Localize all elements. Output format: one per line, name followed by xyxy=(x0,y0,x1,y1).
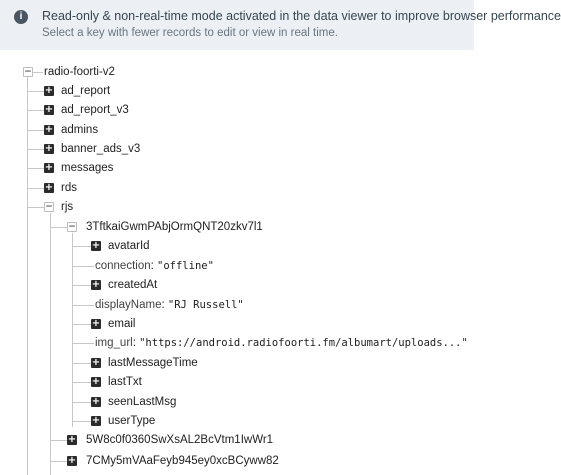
node-key: rds xyxy=(61,182,77,194)
leaf-value: "offline" xyxy=(157,260,214,272)
tree-node-ad-report-v3[interactable] xyxy=(61,101,129,119)
tree-connector xyxy=(27,168,44,169)
tree-node-lastmessagetime[interactable] xyxy=(108,354,198,372)
node-key: ad_report_v3 xyxy=(61,104,129,116)
tree-node-createdat[interactable] xyxy=(108,276,157,294)
node-key: userType xyxy=(108,415,156,427)
expand-toggle-icon[interactable]: + xyxy=(44,85,54,96)
info-icon: i xyxy=(14,10,28,24)
tree-leaf-img-url[interactable] xyxy=(95,334,468,352)
node-key: email xyxy=(108,318,136,330)
tree-node-admins[interactable] xyxy=(61,121,98,139)
key-separator: : xyxy=(150,260,158,272)
tree-node-user[interactable] xyxy=(86,452,279,470)
node-key: 3TftkaiGwmPAbjOrmQNT20zkv7l1 xyxy=(86,221,263,233)
leaf-value: "RJ Russell" xyxy=(167,299,244,311)
tree-connector xyxy=(27,130,44,131)
expand-toggle-icon[interactable]: + xyxy=(44,182,54,193)
leaf-key: displayName xyxy=(95,299,162,311)
tree-connector xyxy=(27,149,44,150)
expand-toggle-icon[interactable]: + xyxy=(44,162,54,173)
tree-connector xyxy=(72,324,91,325)
expand-toggle-icon[interactable]: + xyxy=(91,396,101,407)
tree-connector xyxy=(72,402,91,403)
tree-node-usertype[interactable] xyxy=(108,412,155,430)
tree-connector xyxy=(72,363,91,364)
tree-connector xyxy=(27,75,28,475)
tree-node-lasttxt[interactable] xyxy=(108,373,142,391)
tree-connector xyxy=(27,91,44,92)
tree-connector xyxy=(50,461,67,462)
expand-toggle-icon[interactable]: + xyxy=(91,279,101,290)
tree-node-avatarid[interactable] xyxy=(108,237,150,255)
tree-node-seenlastmsg[interactable] xyxy=(108,393,176,411)
node-key: createdAt xyxy=(108,279,158,291)
node-key: rjs xyxy=(61,201,74,213)
tree-connector xyxy=(27,110,44,111)
tree-connector xyxy=(50,213,51,475)
expand-toggle-icon[interactable]: + xyxy=(44,124,54,135)
node-key: messages xyxy=(61,162,114,174)
node-key: 5W8c0f0360SwXsAL2BcVtm1IwWr1 xyxy=(86,434,274,446)
expand-toggle-icon[interactable]: + xyxy=(67,455,77,466)
banner-title: Read-only & non-real-time mode activated in the data viewer to improve browser performance xyxy=(42,9,561,23)
node-key: admins xyxy=(61,124,99,136)
tree-node-email[interactable] xyxy=(108,315,135,333)
collapse-toggle-icon[interactable]: − xyxy=(45,202,53,212)
node-key: avatarId xyxy=(108,240,150,252)
expand-toggle-icon[interactable]: + xyxy=(91,357,101,368)
expand-toggle-icon[interactable]: + xyxy=(91,318,101,329)
key-separator: : xyxy=(132,337,140,349)
expand-toggle-icon[interactable]: + xyxy=(91,240,101,251)
tree-root[interactable] xyxy=(44,63,115,81)
tree-connector xyxy=(72,266,94,267)
expand-toggle-icon[interactable]: + xyxy=(91,415,101,426)
collapse-toggle-icon[interactable]: − xyxy=(68,222,76,232)
expand-toggle-icon[interactable]: + xyxy=(91,376,101,387)
expand-toggle-icon[interactable]: + xyxy=(44,143,54,154)
node-key: 7CMy5mVAaFeyb945ey0xcBCyww82 xyxy=(86,455,279,467)
tree-node-ad-report[interactable] xyxy=(61,82,110,100)
tree-connector xyxy=(72,285,91,286)
node-key: lastMessageTime xyxy=(108,357,198,369)
node-key: ad_report xyxy=(61,85,111,97)
node-key: seenLastMsg xyxy=(108,396,177,408)
tree-node-messages[interactable] xyxy=(61,159,113,177)
tree-connector xyxy=(72,382,91,383)
key-separator: : xyxy=(161,299,168,311)
tree-connector xyxy=(50,227,67,228)
tree-node-user[interactable] xyxy=(86,431,273,449)
leaf-key: connection xyxy=(95,260,151,272)
tree-leaf-displayname[interactable] xyxy=(95,296,244,314)
node-key: banner_ads_v3 xyxy=(61,143,141,155)
tree-node-rjs[interactable] xyxy=(61,198,73,216)
collapse-toggle-icon[interactable]: − xyxy=(24,67,32,77)
tree-node-user[interactable] xyxy=(86,218,263,236)
expand-toggle-icon[interactable]: + xyxy=(44,104,54,115)
tree-leaf-connection[interactable] xyxy=(95,257,214,275)
tree-connector xyxy=(72,233,73,427)
tree-connector xyxy=(50,440,67,441)
tree-connector xyxy=(27,207,44,208)
leaf-key: img_url xyxy=(95,337,133,349)
banner-subtitle: Select a key with fewer records to edit or view in real time. xyxy=(42,27,338,39)
node-key: lastTxt xyxy=(108,376,142,388)
tree-connector xyxy=(72,343,94,344)
expand-toggle-icon[interactable]: + xyxy=(67,434,77,445)
tree-node-rds[interactable] xyxy=(61,179,77,197)
leaf-value: "https://android.radiofoorti.fm/albumart/uploads..." xyxy=(139,337,468,349)
tree-node-banner-ads-v3[interactable] xyxy=(61,140,140,158)
tree-connector xyxy=(72,246,91,247)
node-key: radio-foorti-v2 xyxy=(44,66,115,78)
tree-connector xyxy=(27,188,44,189)
tree-connector xyxy=(72,421,91,422)
tree-connector xyxy=(72,305,94,306)
